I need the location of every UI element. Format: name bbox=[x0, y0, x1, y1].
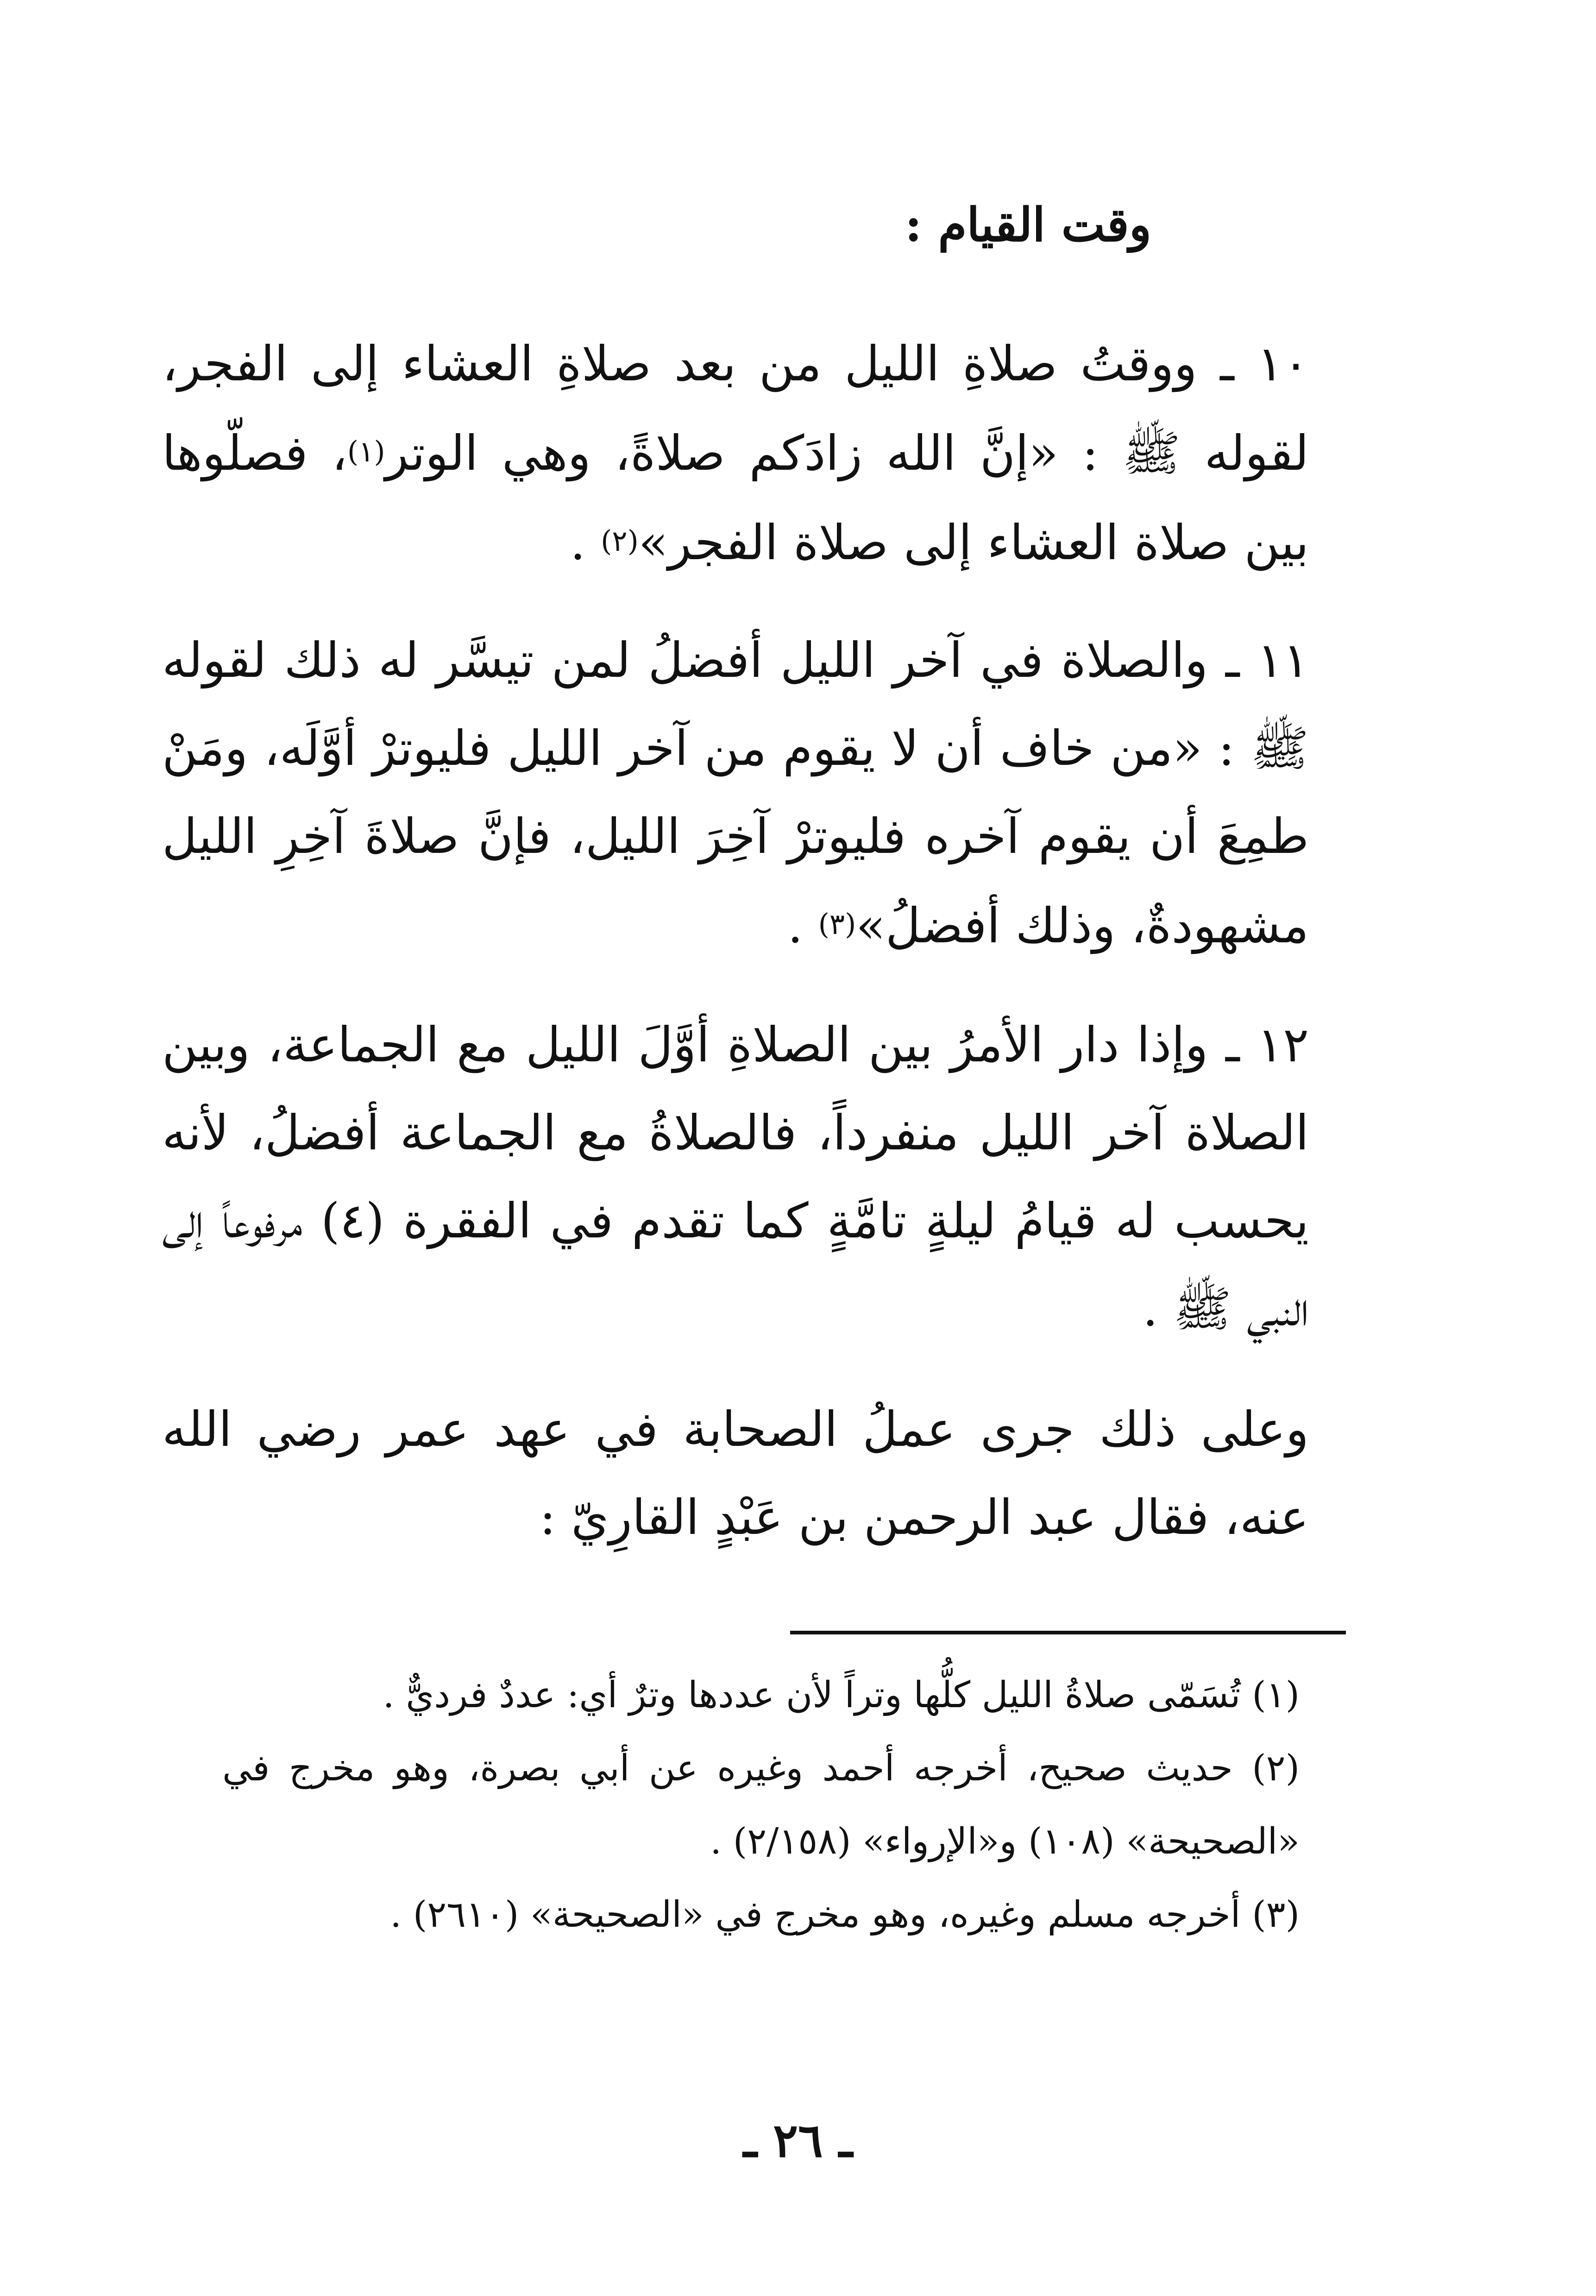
paragraph-11-tail: . bbox=[787, 897, 818, 954]
footnote-divider bbox=[790, 1631, 1346, 1634]
paragraph-closing-text: وعلى ذلك جرى عملُ الصحابة في عهد عمر رضي الله عنه، فقال عبد الرحمن بن عَبْدٍ القارِيّ : bbox=[162, 1401, 1309, 1545]
footnote-1: (١) تُسَمّى صلاةُ الليل كلُّها وتراً لأن عددها وترٌ أي: عددٌ فرديٌّ . bbox=[383, 1674, 1300, 1716]
paragraph-10-text bbox=[162, 320, 1309, 587]
paragraph-10-tail: . bbox=[570, 514, 601, 571]
footnote-ref-3: (٣) bbox=[818, 907, 856, 941]
paragraph-10-body-cont: ، فصلّوها بين صلاة العشاء إلى صلاة الفجر» bbox=[162, 425, 1309, 571]
paragraph-12 bbox=[162, 1001, 1309, 1353]
footnote-ref-1: (١) bbox=[347, 435, 385, 468]
footnote-ref-2: (٢) bbox=[601, 524, 639, 558]
paragraph-12-text: ١٢ ـ وإذا دار الأمرُ بين الصلاةِ أوَّلَ الليل مع الجماعة، وبين الصلاة آخر الليل منفرداً، فالصلاةُ مع الجماعة أفضلُ، لأنه يحسب له قيامُ ليلةٍ تامَّةٍ كما تقدم في الفقرة (٤) مرفوعاً إلى النبي ﷺ . bbox=[162, 1016, 1309, 1337]
footnote-3: (٣) أخرجه مسلم وغيره، وهو مخرج في «الصحيحة» (٢٦١٠) . bbox=[390, 1894, 1300, 1936]
footnote-2: (٢) حديث صحيح، أخرجه أحمد وغيره عن أبي بصرة، وهو مخرج في «الصحيحة» (١٠٨) و«الإرواء» (٢/١٥٨) . bbox=[222, 1747, 1300, 1862]
paragraph-11 bbox=[162, 616, 1309, 970]
paragraph-11-text bbox=[162, 616, 1309, 970]
paragraph-11-body: ١١ ـ والصلاة في آخر الليل أفضلُ لمن تيسَّر له ذلك لقوله ﷺ : «من خاف أن لا يقوم من آخر الليل فليوترْ أوَّلَه، ومَنْ طمِعَ أن يقوم آخره فليوترْ آخِرَ الليل، فإنَّ صلاةَ آخِرِ الليل مشهودةٌ، وذلك أفضلُ» bbox=[162, 632, 1309, 954]
paragraph-10-body: ١٠ ـ ووقتُ صلاةِ الليل من بعد صلاةِ العشاء إلى الفجر، لقوله ﷺ : «إنَّ الله زادَكم صلاةً، وهي الوتر bbox=[162, 335, 1309, 481]
footnotes bbox=[222, 1659, 1300, 1951]
paragraph-closing bbox=[162, 1385, 1309, 1561]
page-number: ـ ٢٦ ـ bbox=[743, 2113, 853, 2168]
section-heading: وقت القيام : bbox=[905, 197, 1151, 252]
paragraph-10 bbox=[162, 320, 1309, 587]
